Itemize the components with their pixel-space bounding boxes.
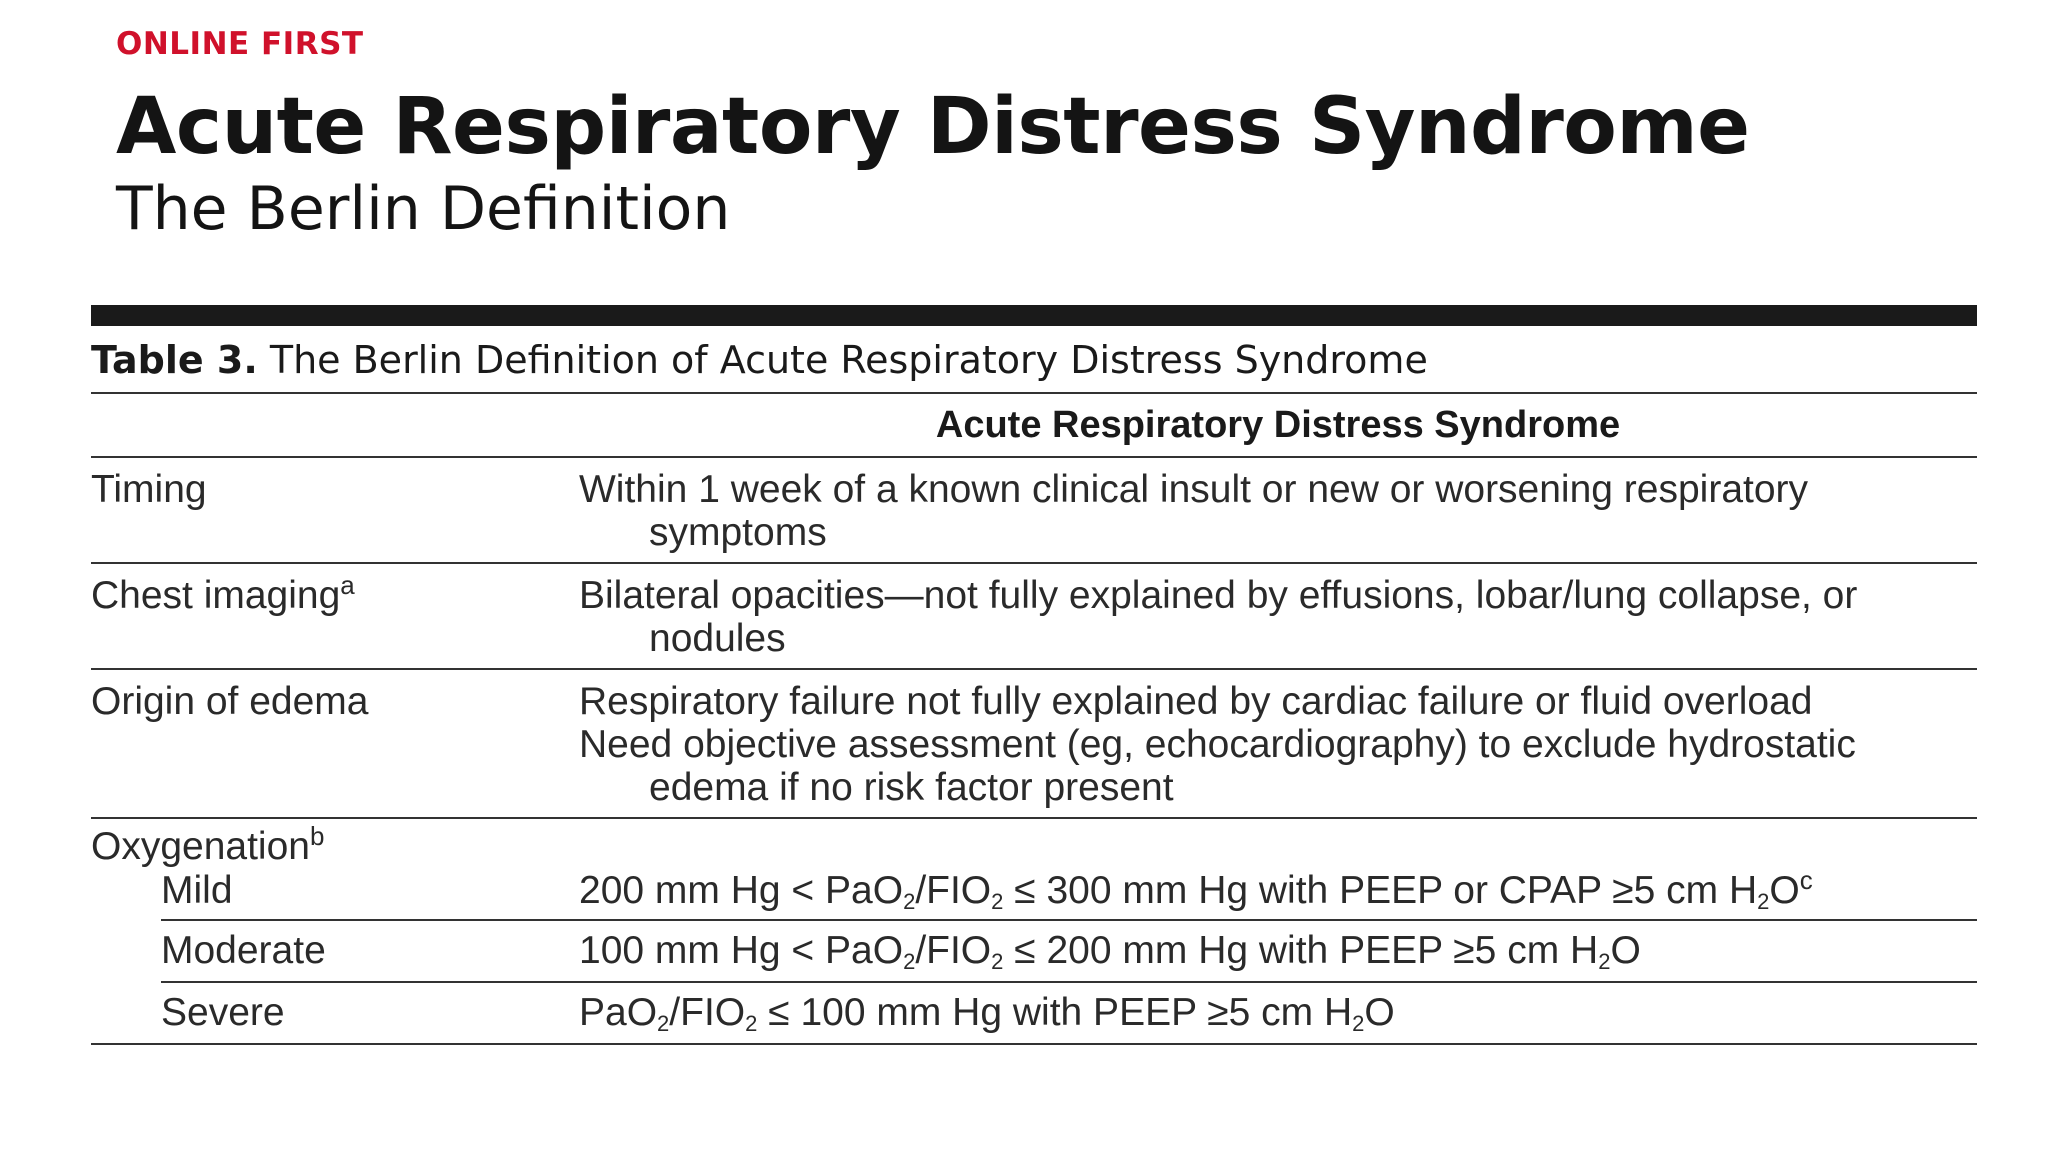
chest-imaging-label-text: Chest imaging [91,574,341,617]
moderate-sub-2: 2 [991,949,1004,974]
imaging-line-2: nodules [649,617,786,660]
row-label-oxygenation [91,821,1977,869]
mild-text-1: 200 mm Hg < PaO [579,869,904,912]
severe-sub-3: 2 [1352,1011,1365,1036]
mild-sub-1: 2 [903,889,916,914]
moderate-text-3: ≤ 200 mm Hg with PEEP ≥5 cm H [1003,929,1599,972]
table-row-origin-of-edema [91,670,1977,819]
subrow-label-moderate: Moderate [161,929,326,972]
berlin-definition-table [91,305,1977,1045]
severe-sub-1: 2 [657,1011,670,1036]
moderate-sub-1: 2 [903,949,916,974]
subrow-desc-moderate [579,929,1977,973]
table-caption-label: Table 3. [91,338,258,382]
table-column-header-row [91,394,1977,458]
timing-line-1: Within 1 week of a known clinical insult or new or worsening respiratory [579,468,1809,511]
subrow-label-severe: Severe [161,991,285,1034]
row-label-chest-imaging [91,570,579,660]
row-desc-origin-of-edema [579,680,1977,809]
table-caption-text: The Berlin Definition of Acute Respiratory Distress Syndrome [257,338,1428,382]
table-row-timing [91,458,1977,564]
subrow-label-mild: Mild [161,869,233,912]
severe-text-4: O [1364,991,1395,1034]
row-desc-timing [579,468,1977,554]
table-row-oxygenation [91,819,1977,1045]
edema-line-3: edema if no risk factor present [649,766,1174,809]
mild-text-2: /FIO [915,869,992,912]
section-kicker: ONLINE FIRST [116,26,364,62]
footnote-marker-a: a [340,570,355,600]
article-subtitle: The Berlin Definition [116,174,731,244]
moderate-text-2: /FIO [915,929,992,972]
mild-text-3: ≤ 300 mm Hg with PEEP or CPAP ≥5 cm H [1003,869,1758,912]
row-desc-chest-imaging [579,574,1977,660]
table-row-chest-imaging [91,564,1977,670]
timing-line-2: symptoms [649,511,827,554]
moderate-text-4: O [1610,929,1641,972]
mild-sub-3: 2 [1757,889,1770,914]
table-top-rule [91,305,1977,326]
imaging-line-1: Bilateral opacities—not fully explained by effusions, lobar/lung collapse, or [579,574,1858,617]
edema-line-2: Need objective assessment (eg, echocardiography) to exclude hydrostatic [579,723,1856,766]
oxygenation-label-text: Oxygenation [91,825,310,868]
moderate-text-1: 100 mm Hg < PaO [579,929,904,972]
table-subrow-moderate [161,921,1977,983]
footnote-marker-c: c [1799,865,1813,895]
row-label-timing: Timing [91,468,207,511]
table-subrow-mild [161,865,1977,921]
edema-line-1: Respiratory failure not fully explained by cardiac failure or fluid overload [579,680,1813,723]
moderate-sub-3: 2 [1598,949,1611,974]
severe-text-3: ≤ 100 mm Hg with PEEP ≥5 cm H [757,991,1353,1034]
mild-sub-2: 2 [991,889,1004,914]
row-label-origin-of-edema: Origin of edema [91,680,369,723]
table-caption [91,326,1977,394]
footnote-marker-b: b [309,821,325,851]
article-title: Acute Respiratory Distress Syndrome [116,82,1750,172]
subrow-desc-severe [579,991,1977,1035]
subrow-desc-mild [579,865,1977,914]
severe-text-1: PaO [579,991,658,1034]
severe-sub-2: 2 [745,1011,758,1036]
mild-text-4: O [1769,869,1800,912]
table-subrow-severe [91,983,1977,1045]
table-column-header: Acute Respiratory Distress Syndrome [935,403,1621,446]
severe-text-2: /FIO [669,991,746,1034]
